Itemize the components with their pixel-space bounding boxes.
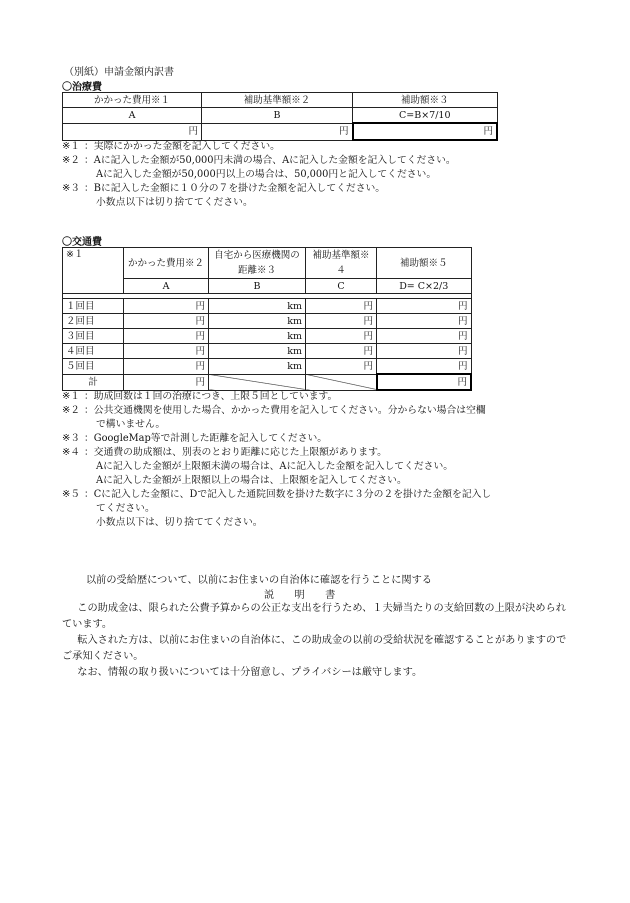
trip-subsidy-field[interactable] — [377, 359, 472, 375]
note-line: ※１ ：実際にかかった金額を記入してください。 — [62, 141, 280, 152]
yen-unit: 円 — [195, 376, 205, 388]
yen-unit: 円 — [457, 376, 467, 388]
trip-distance-field[interactable] — [209, 344, 306, 359]
total-distance-blank — [209, 374, 306, 390]
trip-subsidy-field[interactable] — [377, 299, 472, 314]
yen-unit: 円 — [363, 345, 373, 357]
km-unit: km — [287, 315, 302, 327]
treatment-header-cost: かかった費用※１ — [63, 93, 202, 108]
trip-distance-field[interactable] — [209, 314, 306, 329]
trip-row — [63, 299, 472, 314]
note-line: てください。 — [96, 503, 155, 514]
trip-cost-field[interactable] — [124, 329, 209, 344]
yen-unit: 円 — [457, 345, 468, 357]
trip-base-field[interactable] — [306, 299, 377, 314]
trip-base-field[interactable] — [306, 329, 377, 344]
note-line: ※２ ：公共交通機関を使用した場合、かかった費用を記入してください。分からない場合は空欄 — [62, 405, 486, 416]
explanation-title: 説 明 書 — [264, 590, 336, 601]
treatment-code-c: C=B×7/10 — [353, 108, 498, 124]
trip-subsidy-field[interactable] — [377, 314, 472, 329]
transport-header-count: ※１ — [63, 248, 124, 294]
transport-code-b: B — [209, 279, 306, 294]
trip-row — [63, 314, 472, 329]
total-label: 計 — [63, 374, 124, 390]
treatment-section-title: 〇治療費 — [62, 82, 102, 93]
yen-unit: 円 — [363, 360, 373, 372]
transport-code-d: D= C×2/3 — [377, 279, 472, 294]
note-line: で構いません。 — [96, 419, 166, 430]
trip-label: ２回目 — [63, 314, 124, 329]
explanation-paragraph: この助成金は、限られた公費予算からの公正な支出を行うため、１夫婦当たりの支給回数の上限が決められています。 — [62, 603, 566, 630]
trip-row — [63, 329, 472, 344]
transport-code-a: A — [124, 279, 209, 294]
km-unit: km — [287, 300, 302, 312]
trip-distance-field[interactable] — [209, 359, 306, 375]
total-subsidy-field[interactable] — [377, 374, 472, 390]
yen-unit: 円 — [457, 300, 468, 312]
yen-unit: 円 — [457, 315, 468, 327]
explanation-paragraph: なお、情報の取り扱いについては十分留意し、プライバシーは厳守します。 — [77, 667, 423, 678]
trip-base-field[interactable] — [306, 359, 377, 375]
transport-header-subsidy: 補助額※５ — [377, 248, 472, 279]
transport-header-base: 補助基準額※４ — [306, 248, 377, 279]
note-line: ※３ ：Bに記入した金額に１０分の７を掛けた金額を記入してください。 — [62, 183, 386, 194]
trip-distance-field[interactable] — [209, 329, 306, 344]
yen-unit: 円 — [363, 330, 373, 342]
explanation-body — [62, 601, 570, 681]
document-header: （別紙）申請金額内訳書 — [64, 67, 174, 78]
transport-section-title: 〇交通費 — [62, 237, 102, 248]
km-unit: km — [287, 360, 302, 372]
note-line: ※３ ：GoogleMap等で計測した距離を記入してください。 — [62, 433, 328, 444]
yen-unit: 円 — [363, 315, 373, 327]
yen-unit: 円 — [457, 330, 468, 342]
total-base-blank — [306, 374, 377, 390]
trip-label: ５回目 — [63, 359, 124, 375]
treatment-table — [62, 92, 498, 141]
note-line: Aに記入した金額が上限額未満の場合は、Aに記入した金額を記入してください。 — [96, 461, 454, 472]
transport-header-cost: かかった費用※２ — [124, 248, 209, 279]
trip-cost-field[interactable] — [124, 344, 209, 359]
yen-unit: 円 — [457, 360, 468, 372]
total-cost-field[interactable] — [124, 374, 209, 390]
note-line: ※１ ：助成回数は１回の治療につき、上限５回としています。 — [62, 391, 338, 402]
treatment-notes — [62, 140, 456, 210]
yen-unit: 円 — [195, 300, 205, 312]
trip-subsidy-field[interactable] — [377, 344, 472, 359]
trip-subsidy-field[interactable] — [377, 329, 472, 344]
transport-table — [62, 247, 472, 391]
note-line: ※４ ：交通費の助成額は、別表のとおり距離に応じた上限額があります。 — [62, 447, 387, 458]
yen-unit: 円 — [195, 345, 205, 357]
trip-base-field[interactable] — [306, 344, 377, 359]
yen-unit: 円 — [188, 126, 198, 137]
km-unit: km — [287, 345, 302, 357]
trip-label: ３回目 — [63, 329, 124, 344]
trip-base-field[interactable] — [306, 314, 377, 329]
yen-unit: 円 — [363, 300, 373, 312]
note-line: 小数点以下は、切り捨ててください。 — [96, 517, 263, 528]
transport-header-distance: 自宅から医療機関の距離※３ — [209, 248, 306, 279]
explanation-paragraph: 転入された方は、以前にお住まいの自治体に、この助成金の以前の受給状況を確認することがありますのでご承知ください。 — [62, 635, 567, 662]
trip-label: １回目 — [63, 299, 124, 314]
treatment-code-a: A — [63, 108, 202, 124]
trip-cost-field[interactable] — [124, 299, 209, 314]
treatment-header-base: 補助基準額※２ — [202, 93, 353, 108]
yen-unit: 円 — [195, 360, 205, 372]
trip-label: ４回目 — [63, 344, 124, 359]
yen-unit: 円 — [483, 126, 493, 137]
trip-row — [63, 344, 472, 359]
treatment-subsidy-field[interactable] — [353, 123, 498, 140]
trip-row — [63, 359, 472, 375]
yen-unit: 円 — [195, 315, 205, 327]
treatment-header-subsidy: 補助額※３ — [353, 93, 498, 108]
yen-unit: 円 — [338, 126, 349, 137]
note-line: 小数点以下は切り捨ててください。 — [96, 197, 253, 208]
note-line: Aに記入した金額が50,000円以上の場合は、50,000円と記入してください。 — [96, 169, 437, 180]
note-line: Aに記入した金額が上限額以上の場合は、上限額を記入してください。 — [96, 475, 407, 486]
transport-notes — [62, 390, 491, 530]
trip-cost-field[interactable] — [124, 314, 209, 329]
km-unit: km — [287, 330, 302, 342]
explanation-heading: 以前の受給歴について、以前にお住まいの自治体に確認を行うことに関する — [86, 575, 432, 586]
transport-code-c: C — [306, 279, 377, 294]
trip-distance-field[interactable] — [209, 299, 306, 314]
note-line: ※２ ：Aに記入した金額が50,000円未満の場合、Aに記入した金額を記入してください。 — [62, 155, 456, 166]
treatment-base-field[interactable] — [202, 123, 353, 140]
treatment-cost-field[interactable] — [63, 123, 202, 140]
treatment-code-b: B — [202, 108, 353, 124]
yen-unit: 円 — [195, 330, 205, 342]
trip-cost-field[interactable] — [124, 359, 209, 375]
note-line: ※５ ：Cに記入した金額に、Dで記入した通院回数を掛けた数字に３分の２を掛けた金額を記入し — [62, 489, 492, 500]
